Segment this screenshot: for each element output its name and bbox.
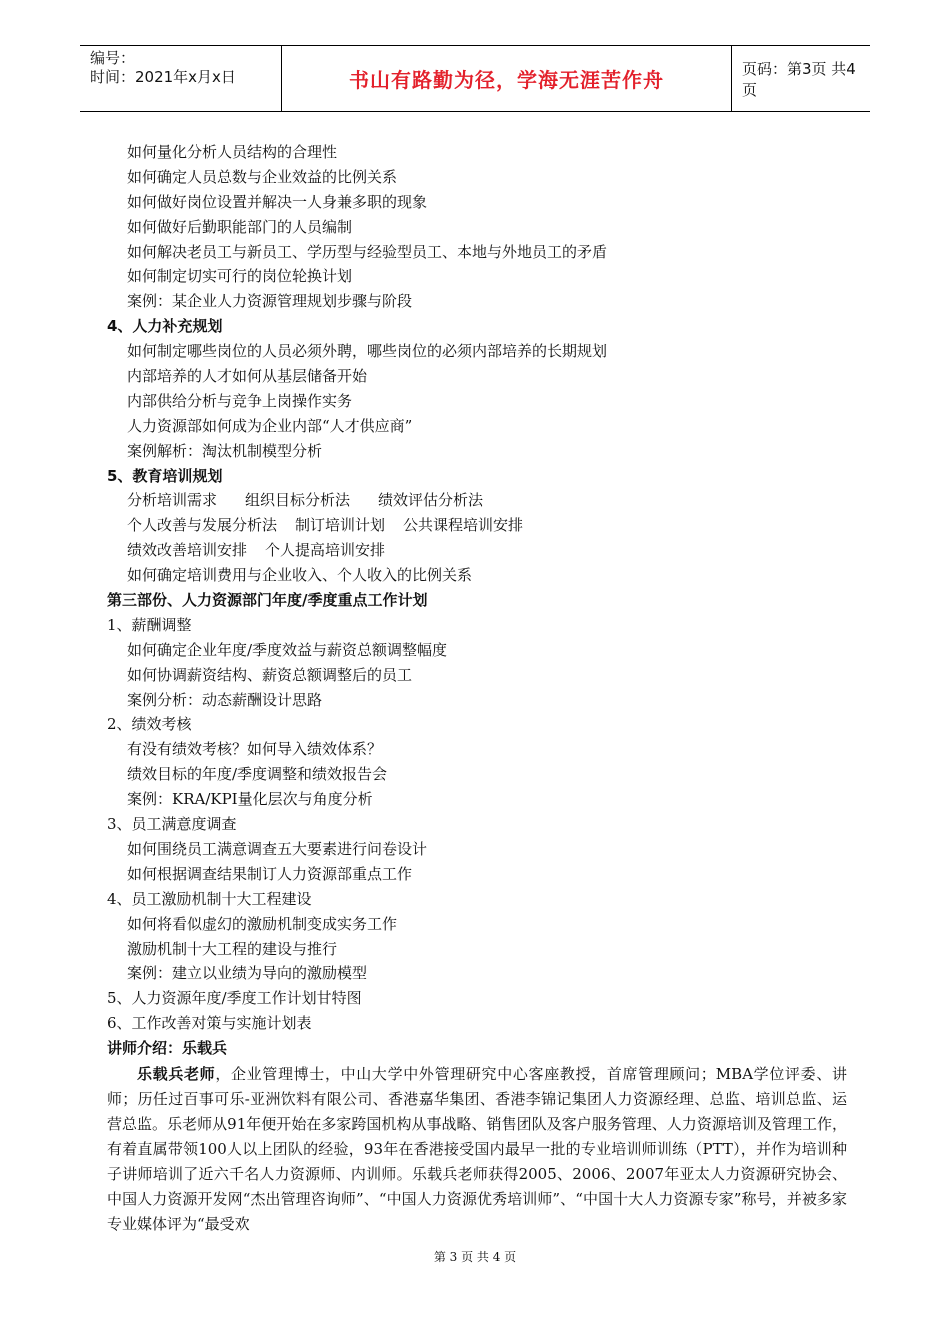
list-item-part: 绩效改善培训安排 (127, 541, 248, 560)
header-meta (80, 46, 282, 111)
subsection-heading: 4、员工激励机制十大工程建设 (107, 889, 312, 908)
part-heading: 第三部份、人力资源部门年度/季度重点工作计划 (107, 591, 428, 610)
subsection-heading: 2、绩效考核 (107, 715, 192, 734)
list-item-part: 公共课程培训安排 (403, 516, 524, 535)
list-item-part: 制订培训计划 (295, 516, 386, 535)
list-item: 如何根据调查结果制订人力资源部重点工作 (127, 864, 413, 883)
list-item-part: 个人改善与发展分析法 (127, 516, 278, 535)
header-page-label: 页码：第3页 共4页 (742, 59, 856, 99)
list-item: 如何将看似虚幻的激励机制变成实务工作 (127, 914, 398, 933)
list-item: 内部培养的人才如何从基层储备开始 (127, 367, 368, 386)
list-item: 有没有绩效考核？如何导入绩效体系？ (127, 740, 383, 759)
time-label: 时间：2021年x月x日 (90, 68, 236, 86)
list-item: 绩效目标的年度/季度调整和绩效报告会 (127, 765, 388, 784)
list-item-part: 绩效评估分析法 (378, 491, 484, 510)
list-item: 如何围绕员工满意调查五大要素进行问卷设计 (127, 839, 428, 858)
list-item: 案例：KRA/KPI量化层次与角度分析 (127, 790, 373, 809)
code-label: 编号： (90, 49, 136, 67)
list-item (107, 488, 847, 513)
lecturer-name: 乐载兵老师 (137, 1064, 216, 1083)
list-item-part: 个人提高培训安排 (265, 541, 386, 560)
list-item: 人力资源部如何成为企业内部“人才供应商” (127, 416, 413, 435)
list-item: 激励机制十大工程的建设与推行 (127, 939, 338, 958)
subsection-heading: 1、薪酬调整 (107, 615, 192, 634)
list-item: 内部供给分析与竞争上岗操作实务 (127, 391, 353, 410)
list-item: 案例解析：淘汰机制模型分析 (127, 441, 323, 460)
lecturer-bio-text: ，企业管理博士，中山大学中外管理研究中心客座教授，首席管理顾问；MBA学位评委、讲师；历任过百事可乐-亚洲饮料有限公司、香港嘉华集团、香港李锦记集团人力资源经理、总监、培训总监、运营总监。乐老师从91年便开始在多家跨国机构从事战略、销售团队及客户服务管理、人力资源培训及管理工作，有着直属带领100人以上团队的经验，93年在香港接受国内最早一批的专业培训师训练（PTT），并作为培训种子讲师培训了近六千名人力资源师、内训师。乐载兵老师获得2005、2006、2007年亚太人力资源研究协会、中国人力资源开发网“杰出管理咨询师”、“中国人力资源优秀培训师”、“中国十大人力资源专家”称号，并被多家专业媒体评为“最受欢 (107, 1064, 847, 1233)
list-item: 案例：建立以业绩为导向的激励模型 (127, 964, 368, 983)
list-item: 如何解决老员工与新员工、学历型与经验型员工、本地与外地员工的矛盾 (127, 242, 608, 261)
list-item: 如何确定企业年度/季度效益与薪资总额调整幅度 (127, 640, 448, 659)
page-footer: 第 3 页 共 4 页 (433, 1250, 517, 1264)
list-item: 如何确定人员总数与企业效益的比例关系 (127, 167, 398, 186)
list-item (107, 538, 847, 563)
list-item: 如何协调薪资结构、薪资总额调整后的员工 (127, 665, 413, 684)
list-item: 如何量化分析人员结构的合理性 (127, 143, 338, 161)
list-item: 如何制定切实可行的岗位轮换计划 (127, 267, 353, 286)
subsection-heading: 6、工作改善对策与实施计划表 (107, 1014, 312, 1033)
lecturer-bio (107, 1062, 847, 1237)
list-item-part: 分析培训需求 (127, 491, 218, 510)
list-item: 案例：某企业人力资源管理规划步骤与阶段 (127, 292, 413, 311)
page-header (80, 45, 870, 112)
document-body (107, 140, 847, 1237)
section-heading: 4、人力补充规划 (107, 317, 223, 336)
list-item: 如何制定哪些岗位的人员必须外聘，哪些岗位的必须内部培养的长期规划 (127, 342, 608, 361)
lecturer-heading: 讲师介绍：乐载兵 (107, 1039, 228, 1058)
list-item: 如何做好后勤职能部门的人员编制 (127, 217, 353, 236)
section-heading: 5、教育培训规划 (107, 466, 223, 485)
subsection-heading: 3、员工满意度调查 (107, 815, 237, 834)
list-item (107, 513, 847, 538)
subsection-heading: 5、人力资源年度/季度工作计划甘特图 (107, 989, 362, 1008)
list-item-part: 组织目标分析法 (245, 491, 351, 510)
list-item: 案例分析：动态薪酬设计思路 (127, 690, 323, 709)
list-item: 如何做好岗位设置并解决一人身兼多职的现象 (127, 192, 428, 211)
header-motto: 书山有路勤为径，学海无涯苦作舟 (282, 46, 732, 111)
list-item: 如何确定培训费用与企业收入、个人收入的比例关系 (127, 566, 473, 585)
